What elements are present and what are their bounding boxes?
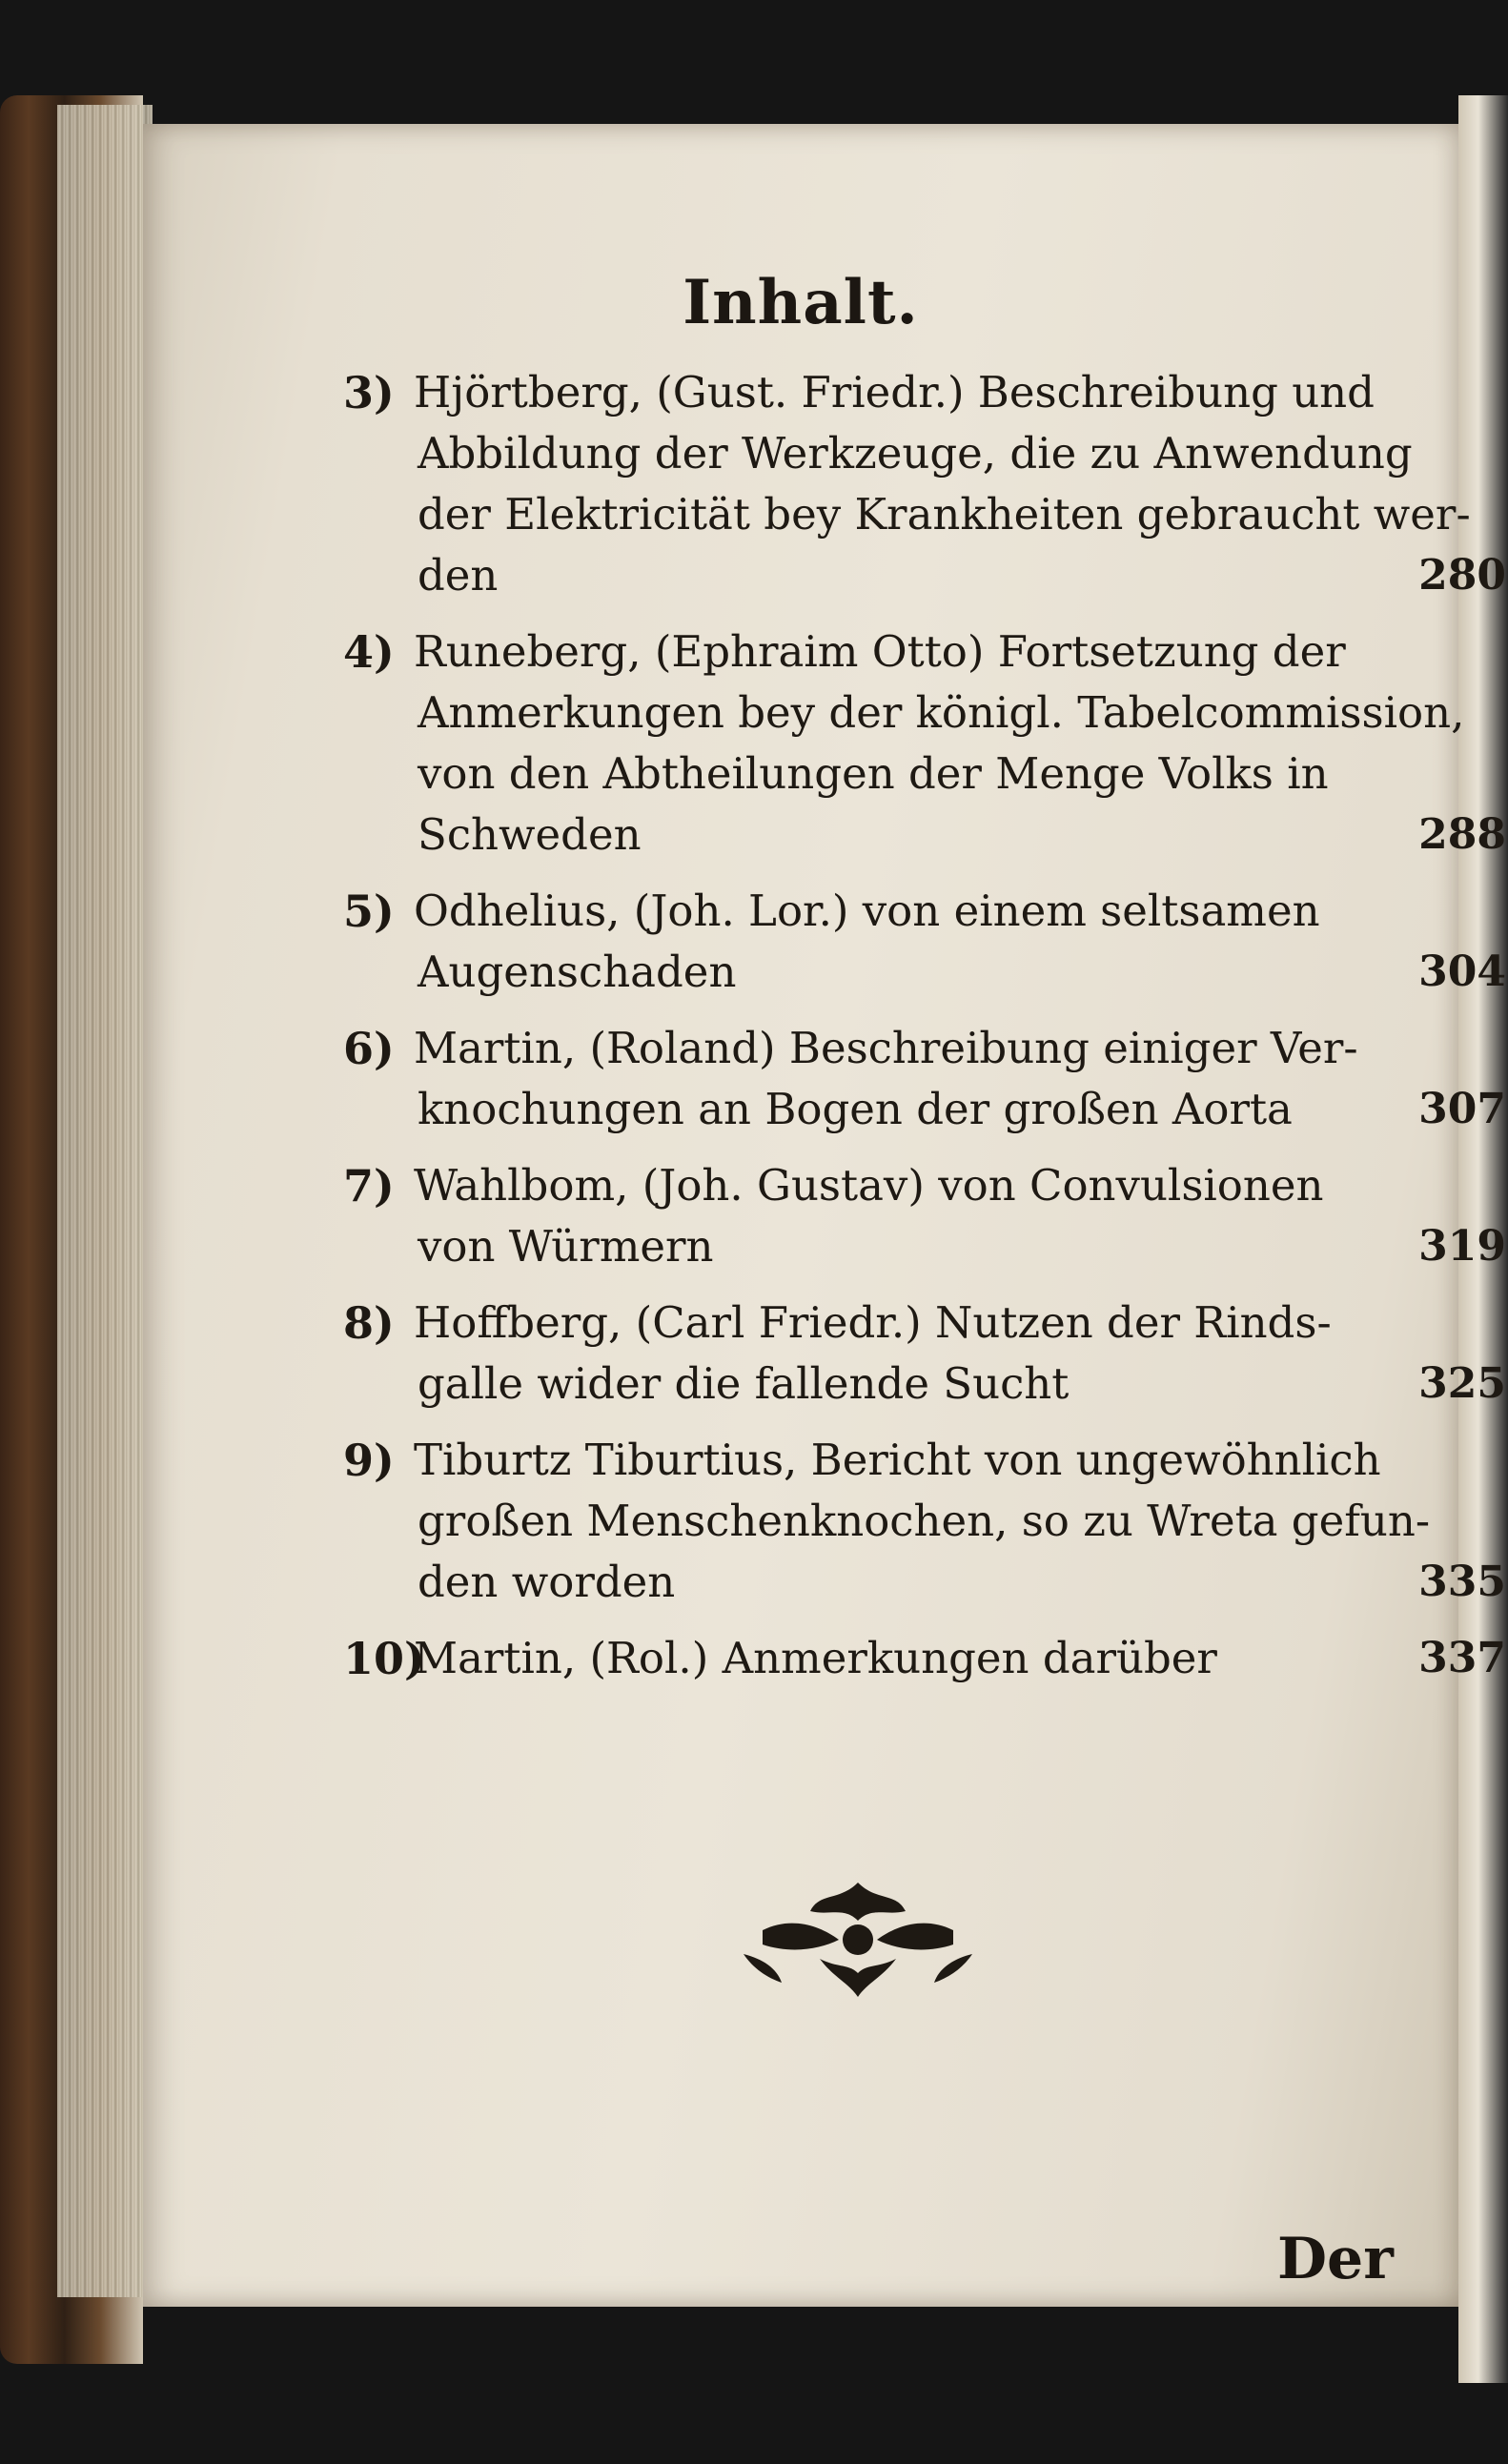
entry-line: Odhelius, (Joh. Lor.) von einem seltsamen — [414, 886, 1320, 936]
entry-page-number: 304 — [1418, 947, 1506, 996]
page-stack-edge — [57, 105, 153, 2297]
entry-line: großen Menschenknochen, so zu Wreta gefun- — [418, 1496, 1431, 1546]
entry-line: von Würmern — [418, 1221, 714, 1272]
entry-line: Hjörtberg, (Gust. Friedr.) Beschreibung und — [414, 367, 1375, 417]
entry-line: der Elektricität bey Krankheiten gebraucht wer- — [418, 489, 1471, 540]
entry-page-number: 307 — [1418, 1085, 1506, 1133]
catchword: Der — [1277, 2226, 1394, 2292]
entry-line: den — [418, 550, 499, 601]
toc-entry — [343, 1628, 1506, 1689]
floral-vignette-icon — [724, 1863, 991, 2006]
entry-text — [414, 1293, 1506, 1415]
entry-number: 7) — [343, 1160, 395, 1212]
entry-text — [414, 362, 1506, 606]
entry-line: knochungen an Bogen der großen Aorta — [418, 1084, 1293, 1134]
entry-line: Augenschaden — [418, 947, 737, 997]
entry-line: Tiburtz Tiburtius, Bericht von ungewöhnlich — [414, 1435, 1381, 1485]
entry-page-number: 337 — [1418, 1634, 1506, 1682]
entry-line: Schweden — [418, 809, 642, 860]
toc-entry — [343, 1430, 1506, 1613]
toc-entry — [343, 1293, 1506, 1415]
entry-line: galle wider die fallende Sucht — [418, 1358, 1070, 1409]
entry-page-number: 280 — [1418, 551, 1506, 600]
book-page — [143, 124, 1506, 2307]
entry-text — [414, 1018, 1506, 1140]
toc-entry — [343, 1155, 1506, 1277]
entry-number: 4) — [343, 626, 395, 678]
entry-text — [414, 1155, 1506, 1277]
entry-number: 10) — [343, 1633, 425, 1684]
entry-line: den worden — [418, 1557, 676, 1607]
entry-page-number: 335 — [1418, 1558, 1506, 1606]
entry-number: 8) — [343, 1297, 395, 1349]
entry-page-number: 325 — [1418, 1359, 1506, 1408]
entry-line: von den Abtheilungen der Menge Volks in — [418, 748, 1329, 799]
entry-line: Anmerkungen bey der königl. Tabelcommission, — [418, 687, 1465, 738]
toc-entry — [343, 621, 1506, 865]
toc-entry — [343, 362, 1506, 606]
entry-line: Martin, (Roland) Beschreibung einiger Ver- — [414, 1023, 1358, 1073]
entry-page-number: 288 — [1418, 810, 1506, 859]
entry-line: Abbildung der Werkzeuge, die zu Anwendung — [418, 428, 1413, 479]
entry-text — [414, 1430, 1506, 1613]
running-head: Inhalt. — [683, 267, 919, 338]
entry-text — [414, 1628, 1506, 1689]
entry-text — [414, 621, 1506, 865]
entry-number: 3) — [343, 367, 395, 418]
toc-entry — [343, 881, 1506, 1003]
entry-number: 6) — [343, 1023, 395, 1074]
toc-entry — [343, 1018, 1506, 1140]
entry-number: 5) — [343, 886, 395, 937]
entry-page-number: 319 — [1418, 1222, 1506, 1271]
entry-line: Wahlbom, (Joh. Gustav) von Convulsionen — [414, 1160, 1324, 1211]
entry-number: 9) — [343, 1435, 395, 1486]
table-of-contents — [343, 362, 1506, 1704]
entry-text — [414, 881, 1506, 1003]
entry-line: Runeberg, (Ephraim Otto) Fortsetzung der — [414, 626, 1346, 677]
entry-line: Hoffberg, (Carl Friedr.) Nutzen der Rinds- — [414, 1297, 1332, 1348]
entry-line: Martin, (Rol.) Anmerkungen darüber — [414, 1633, 1217, 1683]
